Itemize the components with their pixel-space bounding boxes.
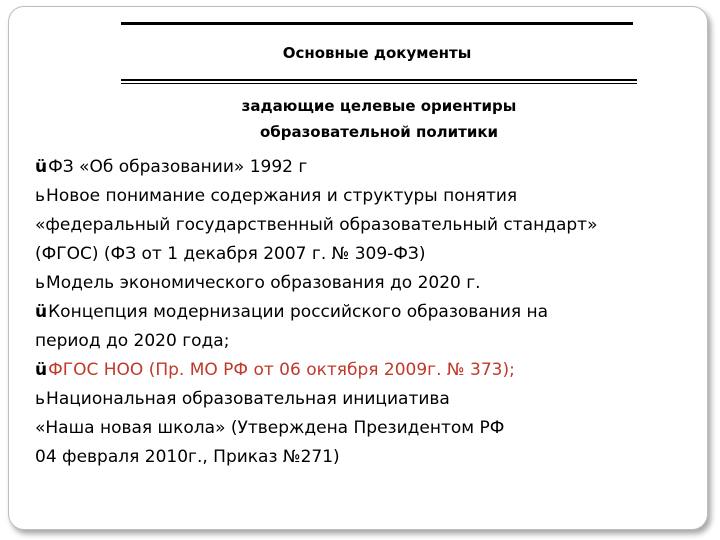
arrow-bullet-icon: ь	[35, 389, 46, 409]
document-list	[35, 153, 703, 472]
list-item	[35, 269, 703, 298]
list-item-text: период до 2020 года;	[35, 331, 230, 351]
double-rule-thin	[121, 83, 637, 84]
list-item-continuation	[35, 443, 703, 472]
slide-frame	[8, 6, 708, 530]
list-item	[35, 153, 703, 182]
check-bullet-icon: ü	[35, 360, 48, 380]
check-bullet-icon: ü	[35, 157, 48, 177]
list-item	[35, 182, 703, 211]
check-bullet-icon: ü	[35, 302, 48, 322]
top-rule	[121, 22, 633, 25]
arrow-bullet-icon: ь	[35, 186, 46, 206]
list-item-text: ФЗ «Об образовании» 1992 г	[48, 157, 308, 177]
list-item-continuation	[35, 414, 703, 443]
list-item-text: Модель экономического образования до 2020 г.	[46, 273, 481, 293]
list-item-highlighted	[35, 356, 703, 385]
arrow-bullet-icon: ь	[35, 273, 46, 293]
list-item-text: «Наша новая школа» (Утверждена Президентом РФ	[35, 418, 505, 438]
list-item-text: 04 февраля 2010г., Приказ №271)	[35, 447, 340, 467]
subtitle-line: образовательной политики	[259, 123, 499, 141]
subtitle-line: задающие целевые ориентиры	[241, 97, 517, 115]
list-item-continuation	[35, 240, 703, 269]
list-item	[35, 385, 703, 414]
list-item-text: ФГОС НОО (Пр. МО РФ от 06 октября 2009г. № 373);	[48, 360, 515, 380]
list-item-continuation	[35, 211, 703, 240]
list-item-text: Национальная образовательная инициатива	[46, 389, 450, 409]
list-item-text: «федеральный государственный образовательный стандарт»	[35, 215, 598, 235]
list-item-text: (ФГОС) (ФЗ от 1 декабря 2007 г. № 309-ФЗ)	[35, 244, 426, 264]
list-item-continuation	[35, 327, 703, 356]
list-item-text: Новое понимание содержания и структуры понятия	[46, 186, 518, 206]
slide-title: Основные документы	[282, 44, 472, 62]
slide-subtitle	[159, 93, 599, 145]
double-rule	[121, 79, 637, 81]
list-item-text: Концепция модернизации российского образования на	[48, 302, 549, 322]
list-item	[35, 298, 703, 327]
